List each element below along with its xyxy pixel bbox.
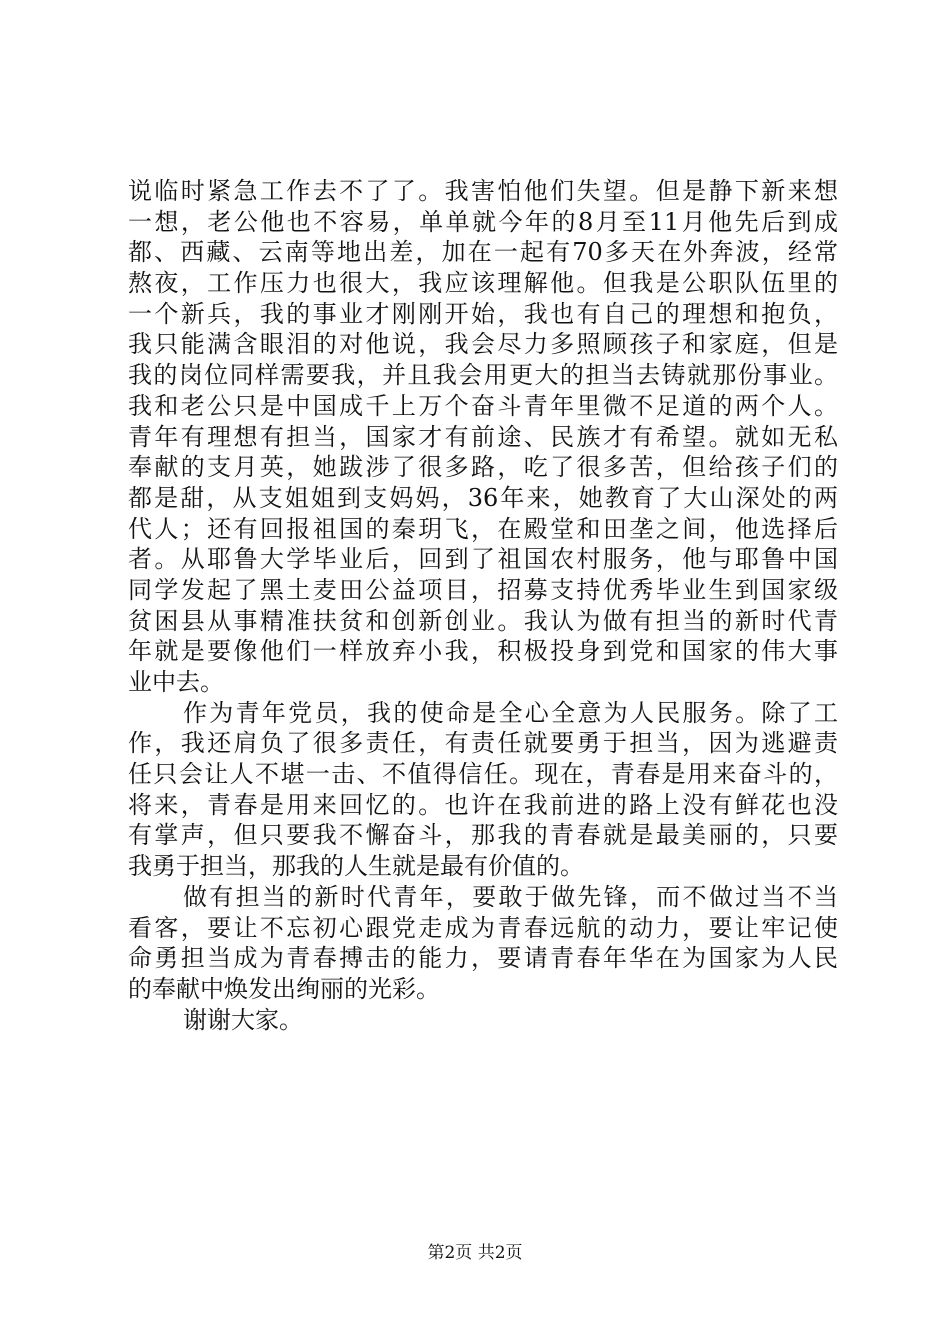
page-footer — [0, 1241, 950, 1265]
text-line: 我只能满含眼泪的对他说，我会尽力多照顾孩子和家庭，但是 — [128, 330, 838, 359]
text-line: 命勇担当成为青春搏击的能力，要请青春年华在为国家为人民 — [128, 944, 838, 973]
text-line: 奉献的支月英，她跋涉了很多路，吃了很多苦，但给孩子们的 — [128, 453, 838, 482]
text-line: 作，我还肩负了很多责任，有责任就要勇于担当，因为逃避责 — [128, 729, 838, 758]
document-body — [128, 176, 838, 1035]
text-line: 我和老公只是中国成千上万个奋斗青年里微不足道的两个人。 — [128, 391, 838, 420]
text-line: 看客，要让不忘初心跟党走成为青春远航的动力，要让牢记使 — [128, 913, 838, 942]
text-line: 代人；还有回报祖国的秦玥飞，在殿堂和田垄之间，他选择后 — [128, 514, 838, 543]
text-line: 做有担当的新时代青年，要敢于做先锋，而不做过当不当 — [183, 882, 838, 911]
text-line: 一想，老公他也不容易，单单就今年的8月至11月他先后到成 — [128, 207, 838, 236]
text-line: 贫困县从事精准扶贫和创新创业。我认为做有担当的新时代青 — [128, 606, 838, 635]
text-line: 谢谢大家。 — [183, 1005, 303, 1034]
text-line: 青年有理想有担当，国家才有前途、民族才有希望。就如无私 — [128, 422, 838, 451]
paragraph — [128, 1005, 838, 1036]
text-line: 熬夜，工作压力也很大，我应该理解他。但我是公职队伍里的 — [128, 269, 838, 298]
text-line: 的奉献中焕发出绚丽的光彩。 — [128, 974, 440, 1003]
text-line: 一个新兵，我的事业才刚刚开始，我也有自己的理想和抱负， — [128, 299, 838, 328]
paragraph — [128, 698, 838, 882]
paragraph — [128, 176, 838, 698]
text-line: 业中去。 — [128, 668, 224, 696]
text-line: 任只会让人不堪一击、不值得信任。现在，青春是用来奋斗的， — [128, 760, 838, 789]
text-line: 有掌声，但只要我不懈奋斗，那我的青春就是最美丽的，只要 — [128, 821, 838, 850]
page-number-label: 第2页 共2页 — [427, 1243, 523, 1263]
text-line: 都是甜，从支姐姐到支妈妈，36年来，她教育了大山深处的两 — [128, 483, 838, 512]
text-line: 年就是要像他们一样放弃小我，积极投身到党和国家的伟大事 — [128, 637, 838, 666]
text-line: 作为青年党员，我的使命是全心全意为人民服务。除了工 — [183, 698, 838, 727]
text-line: 同学发起了黑土麦田公益项目，招募支持优秀毕业生到国家级 — [128, 575, 838, 604]
text-line: 说临时紧急工作去不了了。我害怕他们失望。但是静下新来想 — [128, 177, 838, 205]
text-line: 我勇于担当，那我的人生就是最有价值的。 — [128, 852, 584, 881]
text-line: 者。从耶鲁大学毕业后，回到了祖国农村服务，他与耶鲁中国 — [128, 545, 838, 574]
text-line: 都、西藏、云南等地出差，加在一起有70多天在外奔波，经常 — [128, 238, 838, 267]
paragraph — [128, 882, 838, 1005]
text-line: 我的岗位同样需要我，并且我会用更大的担当去铸就那份事业。 — [128, 361, 838, 390]
text-line: 将来，青春是用来回忆的。也许在我前进的路上没有鲜花也没 — [128, 790, 838, 819]
